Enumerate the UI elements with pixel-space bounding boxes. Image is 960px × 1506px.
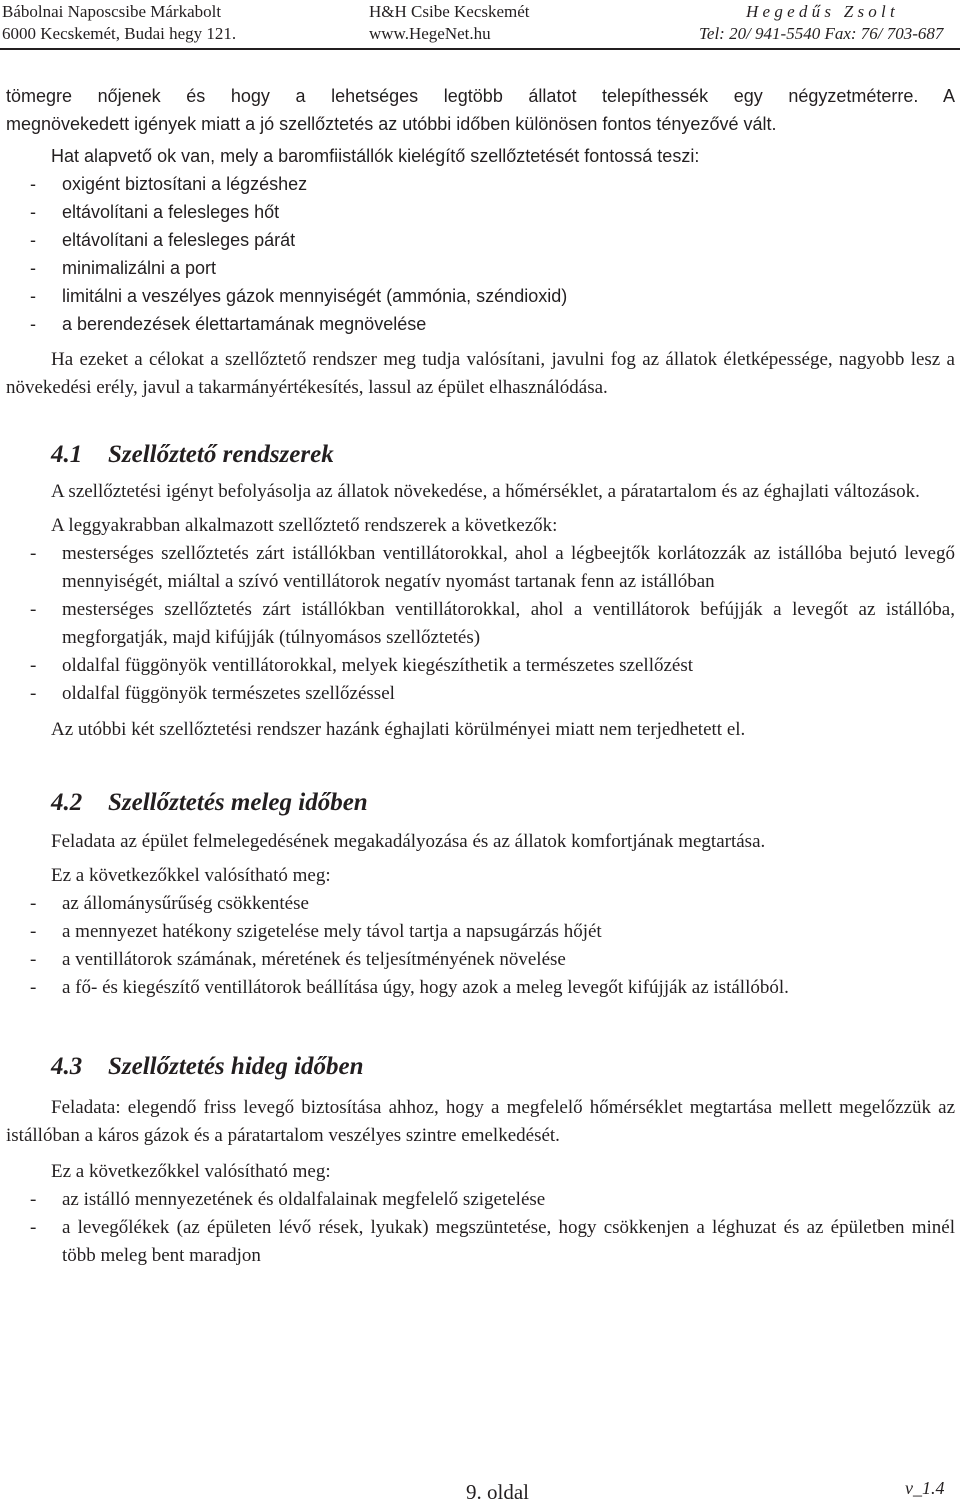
list-dash: - (30, 543, 37, 564)
section-number: 4.1 (51, 441, 83, 468)
header-company-name: H&H Csibe Kecskemét (369, 2, 530, 21)
reasons-conclusion: Ha ezeket a célokat a szellőztető rendszer meg tudja valósítani, javulni fog az állatok életképessége, nagyobb lesz a növekedési erély, javul a takarmányértékesítés, lassul az épület elhasználódása. (6, 349, 955, 398)
list-item: - a levegőlékek (az épületen lévő rések, lyukak) megszüntetése, hogy csökkenjen a léghuzat és az épületben minél több meleg bent maradjon (6, 1214, 955, 1270)
section41-paragraph: A szellőztetési igényt befolyásolja az állatok növekedése, a hőmérséklet, a páratartalom és az éghajlati változások. (51, 481, 920, 502)
header-contact-phone: Tel: 20/ 941-5540 Fax: 76/ 703-687 (699, 24, 944, 43)
list-item: - minimalizálni a port (6, 254, 955, 282)
list-dash: - (30, 286, 36, 306)
list-dash: - (30, 202, 36, 222)
list-dash: - (30, 921, 37, 942)
ventilation-systems-list (6, 540, 955, 708)
section-title: Szellőztetés meleg időben (108, 789, 368, 816)
list-dash: - (30, 949, 37, 970)
section42-list-intro: Ez a következőkkel valósítható meg: (51, 865, 331, 886)
section43-paragraph: Feladata: elegendő friss levegő biztosítása ahhoz, hogy a megfelelő hőmérséklet megtartása mellett megelőzzük az istállóban a káros gázok és a páratartalom veszélyes szintre emelkedését. (6, 1097, 955, 1146)
header-website: www.HegeNet.hu (369, 24, 491, 43)
document-version: v_1.4 (905, 1478, 945, 1498)
list-dash: - (30, 977, 37, 998)
intro-line-1: tömegre nőjenek és hogy a lehetséges legtöbb állatot telepíthessék egy négyzetméterre. A (6, 86, 955, 106)
reasons-block (6, 142, 955, 338)
list-item: - az istálló mennyezetének és oldalfalainak megfelelő szigetelése (6, 1186, 955, 1214)
list-dash: - (30, 1217, 37, 1238)
list-item: - a ventillátorok számának, méretének és teljesítményének növelése (6, 946, 955, 974)
warm-weather-list (6, 890, 955, 1002)
list-dash: - (30, 258, 36, 278)
list-item: - a fő- és kiegészítő ventillátorok beállítása úgy, hogy azok a meleg levegőt kifújják az istállóból. (6, 974, 955, 1002)
header-divider (0, 48, 960, 50)
page-footer (0, 1476, 960, 1506)
list-item: - eltávolítani a felesleges párát (6, 226, 955, 254)
list-item: - a mennyezet hatékony szigetelése mely távol tartja a napsugárzás hőjét (6, 918, 955, 946)
section-heading-4-2 (6, 788, 955, 818)
list-item: - mesterséges szellőztetés zárt istállókban ventillátorokkal, ahol a ventillátorok befújják a levegőt az istállóba, megforgatják, majd kifújják (túlnyomásos szellőztetés) (6, 596, 955, 652)
list-dash: - (30, 599, 37, 620)
list-dash: - (30, 314, 36, 334)
section41-list-intro: A leggyakrabban alkalmazott szellőztető rendszerek a következők: (51, 515, 558, 536)
reasons-list (6, 170, 955, 338)
section42-paragraph: Feladata az épület felmelegedésének megakadályozása és az állatok komfortjának megtartása. (51, 831, 766, 852)
list-item: - a berendezések élettartamának megnövelése (6, 310, 955, 338)
section-title: Szellőztető rendszerek (108, 441, 334, 468)
header-person-name: H e g e d ű s Z s o l t (746, 2, 895, 21)
list-item: - eltávolítani a felesleges hőt (6, 198, 955, 226)
section-heading-4-1 (6, 440, 955, 470)
section-title: Szellőztetés hideg időben (108, 1053, 364, 1080)
list-item: - az állománysűrűség csökkentése (6, 890, 955, 918)
section-number: 4.2 (51, 789, 83, 816)
list-dash: - (30, 893, 37, 914)
list-item: - limitálni a veszélyes gázok mennyiségét (ammónia, széndioxid) (6, 282, 955, 310)
header-shop-address: 6000 Kecskemét, Budai hegy 121. (2, 24, 237, 43)
list-dash: - (30, 1189, 37, 1210)
list-item: - oldalfal függönyök természetes szellőzéssel (6, 680, 955, 708)
cold-weather-list (6, 1186, 955, 1270)
intro-line-2: megnövekedett igények miatt a jó szellőztetés az utóbbi időben különösen fontos tényezővé vált. (6, 114, 777, 134)
list-item: - oxigént biztosítani a légzéshez (6, 170, 955, 198)
header-shop-name: Bábolnai Naposcsibe Márkabolt (2, 2, 222, 21)
section-heading-4-3 (6, 1052, 955, 1082)
list-dash: - (30, 174, 36, 194)
section-number: 4.3 (51, 1053, 83, 1080)
section43-list-intro: Ez a következőkkel valósítható meg: (51, 1161, 331, 1182)
page-header (0, 0, 960, 48)
section41-closing: Az utóbbi két szellőztetési rendszer hazánk éghajlati körülményei miatt nem terjedhetett el. (51, 719, 746, 740)
document-body (6, 82, 955, 1270)
list-dash: - (30, 655, 37, 676)
list-dash: - (30, 683, 37, 704)
reasons-intro: Hat alapvető ok van, mely a baromfiistállók kielégítő szellőztetését fontossá teszi: (51, 146, 700, 166)
list-item: - mesterséges szellőztetés zárt istállókban ventillátorokkal, ahol a légbeejtők korlátozzák az istállóba bejutó levegő mennyiségét, miáltal a szívó ventillátorok negatív nyomást tartanak fenn az istállóban (6, 540, 955, 596)
page-number: 9. oldal (466, 1480, 529, 1504)
list-dash: - (30, 230, 36, 250)
list-item: - oldalfal függönyök ventillátorokkal, melyek kiegészíthetik a természetes szellőzést (6, 652, 955, 680)
